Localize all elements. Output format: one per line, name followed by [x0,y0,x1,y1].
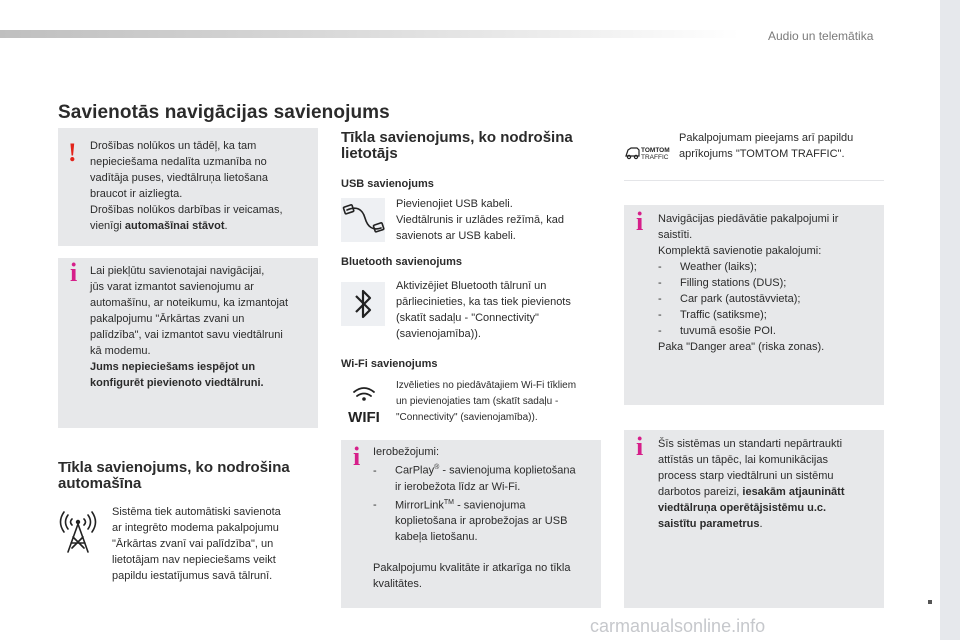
tomtom-line: aprīkojums "TOMTOM TRAFFIC". [679,148,845,160]
car-network-line: ar integrēto modema pakalpojumu [112,522,279,534]
system-last-bold: saistītu parametrus [658,518,760,530]
warning-line: Drošības nolūkos darbības ir veicamas, [90,204,283,216]
mirrorlink-desc: - savienojuma [454,499,526,512]
warning-line: vadītāja puses, viedtālruņa lietošana [90,172,268,184]
limits-text [373,444,576,545]
wifi-line: "Connectivity" (savienojamība)). [396,412,538,423]
heading-line: lietotājs [341,145,398,162]
warning-emphasis: automašīnai stāvot [124,220,225,232]
heading-line: automašīna [58,475,142,492]
heading-line: Tīkla savienojums, ko nodrošina [58,459,290,476]
usb-line: Viedtālrunis ir uzlādes režīmā, kad [396,214,564,226]
info-line: pakalpojumu "Ārkārtas zvani un [90,313,245,325]
tomtom-traffic-icon [624,138,670,168]
system-box [624,430,884,608]
list-item [658,259,838,275]
usb-line: Pievienojiet USB kabeli. [396,198,513,210]
info-bold-line: Jums nepieciešams iespējot un [90,361,256,373]
watermark: carmanualsonline.info [590,616,766,636]
car-network-line: "Ārkārtas zvanī vai palīdzība", un [112,538,274,550]
info-line: automašīnu, ar noteikumu, ka izmantojat [90,297,289,309]
wifi-line: un pievienojaties tam (skatīt sadaļu - [396,396,559,407]
car-network-line: Sistēma tiek automātiski savienota [112,506,281,518]
service-item: Filling stations (DUS); [680,277,787,289]
bluetooth-icon [341,282,385,326]
system-line-normal: darbotos pareizi, [658,486,743,498]
section-header: Audio un telemātika [768,29,874,43]
list-dash: - [658,309,662,321]
car-network-text [112,504,281,584]
warning-text [90,138,283,234]
list-item [658,323,838,339]
limits-footer [373,560,571,592]
list-dash: - [658,325,662,337]
list-dash: - [658,277,662,289]
service-item: Car park (autostāvvieta); [680,293,801,305]
info-access-text [90,263,288,391]
page-title: Savienotās navigācijas savienojums [58,102,390,123]
info-line: Lai piekļūtu savienotajai navigācijai, [90,265,265,277]
wifi-line: Izvēlieties no piedāvātajiem Wi-Fi tīkliem [396,380,577,391]
system-line-last [658,516,844,532]
list-dash: - [658,261,662,273]
usb-cable-icon [341,198,385,242]
wifi-icon-label: WIFI [348,409,380,426]
tomtom-text [679,130,853,162]
list-item [658,307,838,323]
page-number: 359 [913,616,934,630]
heading-line: Tīkla savienojums, ko nodrošina [341,129,573,146]
usb-line: savienots ar USB kabeli. [396,230,516,242]
limits-footer-line: kvalitātes. [373,578,422,590]
info-line: kā modemu. [90,345,151,357]
bluetooth-line: (savienojamība)). [396,328,481,340]
limits-footer-line: Pakalpojumu kvalitāte ir atkarīga no tīkla [373,562,571,574]
system-last-end: . [759,518,763,530]
services-line: Komplektā savienotie pakalojumi: [658,245,822,257]
services-line: Navigācijas piedāvātie pakalpojumi ir [658,213,839,225]
system-line-mixed [658,484,844,500]
info-bold-line: konfigurēt pievienoto viedtālruni. [90,377,264,389]
usb-title: USB savienojums [341,178,434,190]
services-footer: Paka "Danger area" (riska zonas). [658,341,825,353]
car-network-line: papildu iestatījumus savā tālrunī. [112,570,273,582]
info-line: jūs varat izmantot savienojumu ar [90,281,254,293]
info-line: palīdzība", vai izmantot savu viedtālruni [90,329,283,341]
bluetooth-title: Bluetooth savienojums [341,256,463,268]
list-item [658,275,838,291]
system-text [658,436,844,532]
mirrorlink-sup: TM [443,498,455,506]
wifi-title: Wi-Fi savienojums [341,358,438,370]
services-text [658,211,838,355]
warning-line: Drošības nolūkos un tādēļ, ka tam [90,140,257,152]
top-gradient-bar [0,30,740,38]
car-network-heading [58,460,290,492]
mirrorlink-name: MirrorLink [395,499,444,512]
service-item: tuvumā esošie POI. [680,325,776,337]
car-network-line: lietotājam nav nepieciešams veikt [112,554,276,566]
list-item [658,291,838,307]
service-item: Traffic (satiksme); [680,309,767,321]
limits-item-mirrorlink [373,495,576,514]
warning-line: nepieciešama nedalīta uzmanība no [90,156,267,168]
limits-item-mirrorlink-cont: koplietošana ir aprobežojas ar USB [395,515,568,528]
system-line-bold: iesakām atjauninātt [742,486,845,498]
wifi-text [396,378,576,426]
info-icon: i [353,442,361,471]
warning-icon: ! [68,138,77,167]
list-dash: - [373,499,377,512]
info-icon: i [70,258,78,287]
info-icon: i [636,207,644,236]
warning-last-normal: vienīgi [90,220,125,232]
limits-item-mirrorlink-cont: kabeļa lietošanu. [395,531,478,544]
list-dash: - [658,293,662,305]
warning-line: braucot ir aizliegta. [90,188,183,200]
info-icon: i [636,432,644,461]
bluetooth-line: Aktivizējiet Bluetooth tālrunī un [396,280,547,292]
bluetooth-line: pārliecinieties, ka tas tiek pievienots [396,296,571,308]
warning-box [58,128,318,246]
divider [624,180,884,181]
warning-last-end: . [224,220,228,232]
cell-tower-icon [58,510,98,554]
right-margin-strip [940,0,960,640]
carplay-desc: - savienojuma koplietošana [439,464,576,477]
bluetooth-line: (skatīt sadaļu - "Connectivity" [396,312,539,324]
system-line: Šīs sistēmas un standarti nepārtraukti [658,438,843,450]
list-dash: - [373,464,377,477]
wifi-icon [341,382,387,426]
tomtom-label: TOMTOM [641,147,670,154]
usb-text [396,196,564,244]
traffic-label: TRAFFIC [641,154,669,161]
limits-box [341,440,601,608]
services-line: saistīti. [658,229,693,241]
system-bold-line: viedtālruņa operētājsistēmu u.c. [658,502,827,514]
carplay-sup: ® [434,464,440,471]
system-line: attīstās un tāpēc, lai komunikācijas [658,454,828,466]
warning-line-last [90,218,283,234]
limits-title: Ierobežojumi: [373,446,440,458]
page-dot [928,600,932,604]
limits-item-carplay-cont: ir ierobežota līdz ar Wi-Fi. [395,480,521,493]
bluetooth-text [396,278,571,342]
services-box [624,205,884,405]
limits-item-carplay [373,460,576,479]
carplay-name: CarPlay [395,464,435,477]
user-network-heading [341,130,573,162]
info-box-access [58,258,318,428]
tomtom-line: Pakalpojumam pieejams arī papildu [679,132,854,144]
service-item: Weather (laiks); [680,261,757,273]
system-line: process starp viedtālruni un sistēmu [658,470,834,482]
